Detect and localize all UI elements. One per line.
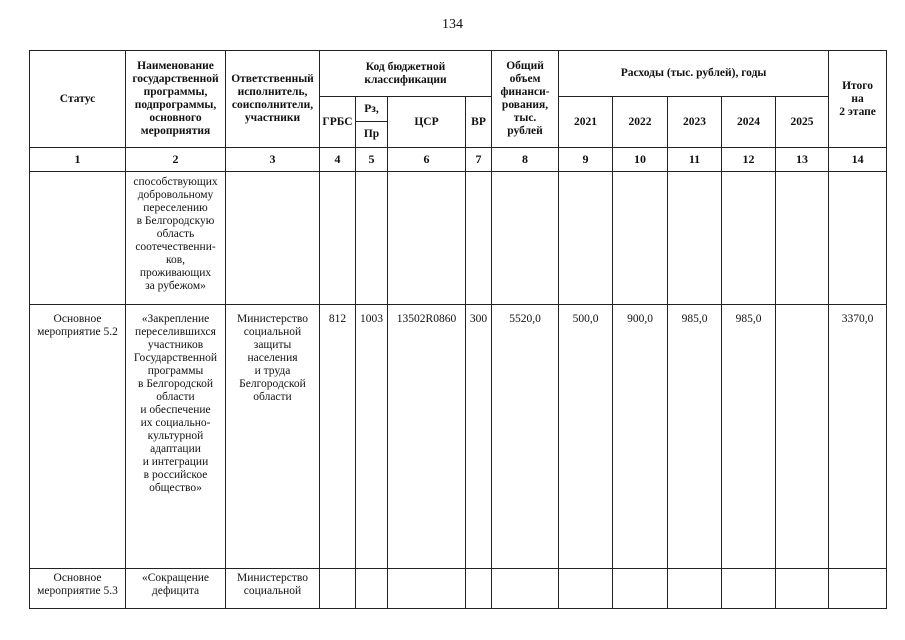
header-year-2021: 2021 xyxy=(559,97,613,148)
vr-cell xyxy=(466,569,492,609)
table-row xyxy=(30,569,887,609)
column-number: 8 xyxy=(492,148,559,172)
header-row xyxy=(30,51,887,97)
csr-cell xyxy=(388,172,466,305)
year-2022-cell xyxy=(613,172,668,305)
column-number: 5 xyxy=(356,148,388,172)
column-number: 10 xyxy=(613,148,668,172)
year-2021-cell xyxy=(559,569,613,609)
year-2024-cell: 985,0 xyxy=(722,305,776,569)
year-2025-cell xyxy=(776,172,829,305)
header-budget-code: Код бюджетной классификации xyxy=(320,51,492,97)
column-number: 13 xyxy=(776,148,829,172)
page-number: 134 xyxy=(442,17,463,32)
status-cell: Основное мероприятие 5.2 xyxy=(30,305,126,569)
status-cell: Основное мероприятие 5.3 xyxy=(30,569,126,609)
year-2023-cell xyxy=(668,569,722,609)
grbs-cell: 812 xyxy=(320,305,356,569)
table-row xyxy=(30,305,887,569)
rz-pr-cell: 1003 xyxy=(356,305,388,569)
header-year-2022: 2022 xyxy=(613,97,668,148)
column-number: 3 xyxy=(226,148,320,172)
program-name-cell: «Сокращение дефицита xyxy=(126,569,226,609)
executor-cell xyxy=(226,172,320,305)
column-number: 11 xyxy=(668,148,722,172)
year-2023-cell: 985,0 xyxy=(668,305,722,569)
stage-total-cell xyxy=(829,172,887,305)
year-2024-cell xyxy=(722,569,776,609)
executor-cell: Министерство социальной xyxy=(226,569,320,609)
budget-table xyxy=(29,50,887,609)
year-2023-cell xyxy=(668,172,722,305)
header-grbs: ГРБС xyxy=(320,97,356,148)
status-cell xyxy=(30,172,126,305)
total-funding-cell xyxy=(492,569,559,609)
year-2022-cell: 900,0 xyxy=(613,305,668,569)
column-number: 1 xyxy=(30,148,126,172)
header-year-2023: 2023 xyxy=(668,97,722,148)
vr-cell xyxy=(466,172,492,305)
csr-cell xyxy=(388,569,466,609)
total-funding-cell xyxy=(492,172,559,305)
program-name-cell: способствующих добровольному переселению в Белгородскую область соотечественни- ков, проживающих за рубежом» xyxy=(126,172,226,305)
header-total-funding: Общий объем финанси- рования, тыс. рублей xyxy=(492,51,559,148)
header-year-2024: 2024 xyxy=(722,97,776,148)
executor-cell: Министерство социальной защиты населения и труда Белгородской области xyxy=(226,305,320,569)
column-number: 12 xyxy=(722,148,776,172)
header-program-name: Наименование государственной программы, подпрограммы, основного мероприятия xyxy=(126,51,226,148)
year-2021-cell xyxy=(559,172,613,305)
grbs-cell xyxy=(320,569,356,609)
total-funding-cell: 5520,0 xyxy=(492,305,559,569)
column-number-row xyxy=(30,148,887,172)
year-2022-cell xyxy=(613,569,668,609)
header-stage-total: Итого на 2 этапе xyxy=(829,51,887,148)
header-status: Статус xyxy=(30,51,126,148)
year-2025-cell xyxy=(776,305,829,569)
stage-total-cell: 3370,0 xyxy=(829,305,887,569)
header-rz: Рз, xyxy=(356,97,388,122)
column-number: 14 xyxy=(829,148,887,172)
program-name-cell: «Закрепление переселившихся участников Государственной программы в Белгородской области и обеспечение их социально- культурной адаптации и интеграции в российское общество» xyxy=(126,305,226,569)
grbs-cell xyxy=(320,172,356,305)
column-number: 4 xyxy=(320,148,356,172)
column-number: 6 xyxy=(388,148,466,172)
header-executor: Ответственный исполнитель, соисполнители, участники xyxy=(226,51,320,148)
year-2024-cell xyxy=(722,172,776,305)
csr-cell: 13502R0860 xyxy=(388,305,466,569)
header-expenses: Расходы (тыс. рублей), годы xyxy=(559,51,829,97)
year-2025-cell xyxy=(776,569,829,609)
table-row xyxy=(30,172,887,305)
column-number: 2 xyxy=(126,148,226,172)
rz-pr-cell xyxy=(356,172,388,305)
vr-cell: 300 xyxy=(466,305,492,569)
header-year-2025: 2025 xyxy=(776,97,829,148)
column-number: 7 xyxy=(466,148,492,172)
header-vr: ВР xyxy=(466,97,492,148)
year-2021-cell: 500,0 xyxy=(559,305,613,569)
stage-total-cell xyxy=(829,569,887,609)
header-csr: ЦСР xyxy=(388,97,466,148)
column-number: 9 xyxy=(559,148,613,172)
rz-pr-cell xyxy=(356,569,388,609)
header-pr: Пр xyxy=(356,122,388,148)
